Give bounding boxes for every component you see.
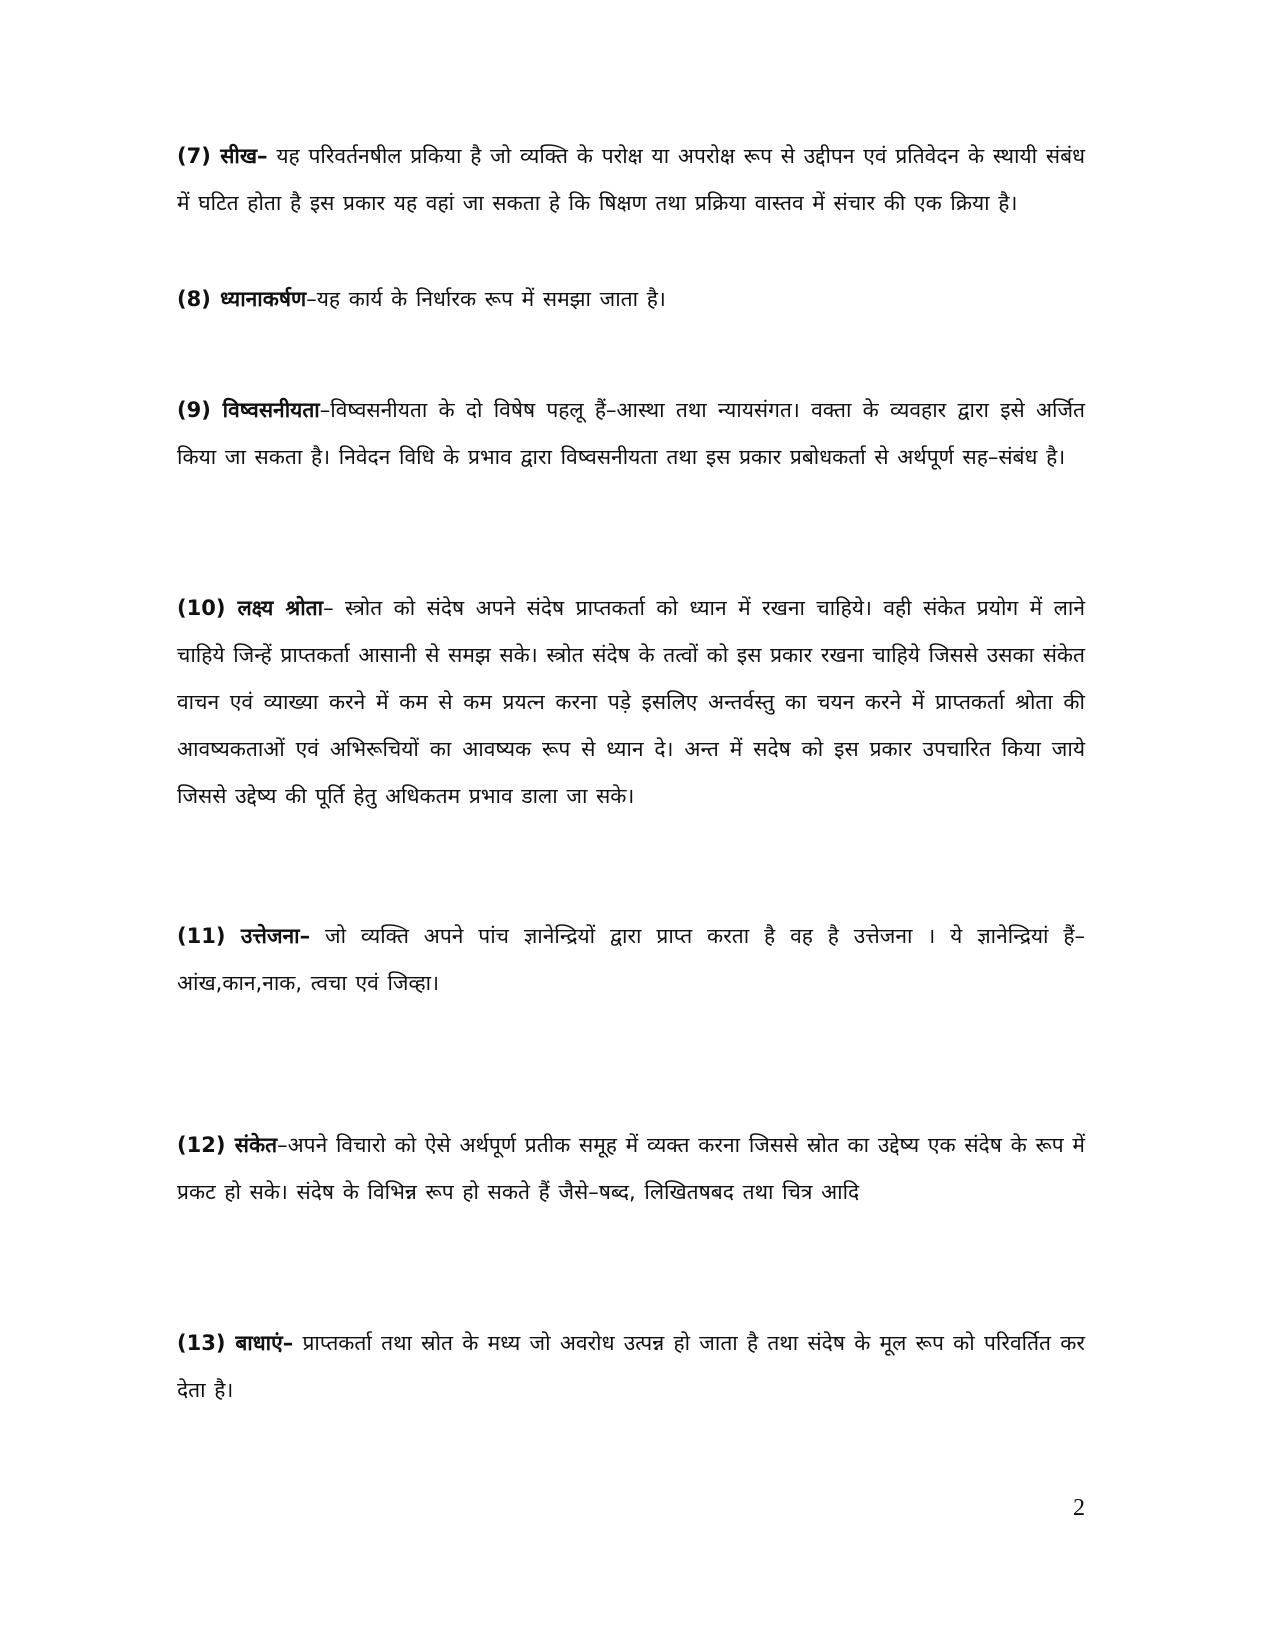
paragraph-text: जो व्यक्ति अपने पांच ज्ञानेन्द्रियों द्वारा प्राप्त करता है वह है उत्तेजना । ये ज्ञानेन्द्रियां हैं–आंख,कान,नाक, त्वचा एवं जिव्हा। [177, 924, 1085, 995]
paragraph-12-signal [177, 1122, 1085, 1216]
paragraph-text: यह परिवर्तनषील प्रकिया है जो व्यक्ति के परोक्ष या अपरोक्ष रूप से उद्दीपन एवं प्रतिवेदन के स्थायी संबंध में घटित होता है इस प्रकार यह वहां जा सकता हे कि षिक्षण तथा प्रक्रिया वास्तव में संचार की एक क्रिया है। [177, 144, 1085, 215]
paragraph-label: (9) विष्वसनीयता [177, 398, 320, 422]
paragraph-text: प्राप्तकर्ता तथा स्रोत के मध्य जो अवरोध उत्पन्न हो जाता है तथा संदेष के मूल रूप को परिवर्तित कर देता है। [177, 1331, 1085, 1402]
paragraph-label: (10) लक्ष्य श्रोता [177, 596, 324, 620]
paragraph-label: (13) बाधाएं– [177, 1331, 294, 1355]
page-number: 2 [1073, 1495, 1085, 1521]
paragraph-10-target-audience [177, 585, 1085, 820]
paragraph-label: (7) सीख– [177, 144, 268, 168]
paragraph-9-credibility [177, 387, 1085, 481]
paragraph-text: –यह कार्य के निर्धारक रूप में समझा जाता है। [306, 287, 666, 311]
paragraph-text: –अपने विचारो को ऐसे अर्थपूर्ण प्रतीक समूह में व्यक्त करना जिससे स्रोत का उद्देष्य एक संदेष के रूप में प्रकट हो सके। संदेष के विभिन्न रूप हो सकते हैं जैसे–षब्द, लिखितषबद तथा चित्र आदि [177, 1133, 1085, 1204]
paragraph-text: –विष्वसनीयता के दो विषेष पहलू हैं–आस्था तथा न्यायसंगत। वक्ता के व्यवहार द्वारा इसे अर्जित किया जा सकता है। निवेदन विधि के प्रभाव द्वारा विष्वसनीयता तथा इस प्रकार प्रबोधकर्ता से अर्थपूर्ण सह–संबंध है। [177, 398, 1085, 469]
paragraph-label: (8) ध्यानाकर्षण [177, 287, 307, 311]
paragraph-label: (11) उत्तेजना– [177, 924, 311, 948]
paragraph-7-learning [177, 133, 1085, 227]
paragraph-text: – स्त्रोत को संदेष अपने संदेष प्राप्तकर्ता को ध्यान में रखना चाहिये। वही संकेत प्रयोग में लाने चाहिये जिन्हें प्राप्तकर्ता आसानी से समझ सके। स्त्रोत संदेष के तत्वों को इस प्रकार रखना चाहिये जिससे उसका संकेत वाचन एवं व्याख्या करने में कम से कम प्रयत्न करना पड़े इसलिए अन्तर्वस्तु का चयन करने में प्राप्तकर्ता श्रोता की आवष्यकताओं एवं अभिरूचियों का आवष्यक रूप से ध्यान दे। अन्त में सदेष को इस प्रकार उपचारित किया जाये जिससे उद्देष्य की पूर्ति हेतु अधिकतम प्रभाव डाला जा सके। [177, 596, 1085, 808]
paragraph-13-barriers [177, 1320, 1085, 1414]
paragraph-11-stimulus [177, 913, 1085, 1007]
paragraph-label: (12) संकेत [177, 1133, 278, 1157]
paragraph-8-attention [177, 276, 1085, 323]
